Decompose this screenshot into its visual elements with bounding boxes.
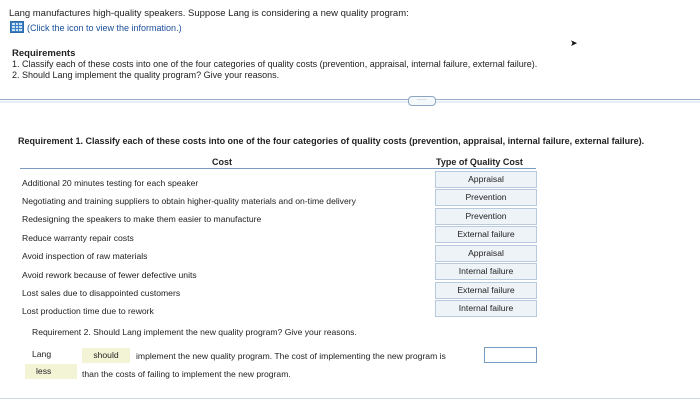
cost-label: Avoid rework because of fewer defective units — [22, 270, 197, 280]
quality-type-dropdown[interactable]: Appraisal — [435, 245, 537, 262]
cost-label: Reduce warranty repair costs — [22, 233, 134, 243]
intro-text: Lang manufactures high-quality speakers. Suppose Lang is considering a new quality program: — [9, 8, 409, 19]
cost-label: Redesigning the speakers to make them easier to manufacture — [22, 214, 262, 224]
requirement-item-1: 1. Classify each of these costs into one of the four categories of quality costs (prevention, appraisal, internal failure, external failure). — [12, 59, 538, 69]
quality-type-dropdown[interactable]: Internal failure — [435, 300, 537, 317]
expand-button[interactable]: ····· — [408, 96, 436, 106]
less-dropdown[interactable]: less — [25, 364, 77, 379]
requirement2-heading: Requirement 2. Should Lang implement the new quality program? Give your reasons. — [32, 327, 357, 337]
subject-label: Lang — [32, 349, 52, 359]
sentence-text: implement the new quality program. The cost of implementing the new program is — [136, 351, 446, 361]
sentence-end-text: than the costs of failing to implement the new program. — [82, 369, 291, 379]
table-icon[interactable] — [10, 21, 24, 33]
column-header-cost: Cost — [212, 157, 232, 167]
requirement1-heading: Requirement 1. Classify each of these costs into one of the four categories of quality costs (prevention, appraisal, internal failure, external failure). — [18, 136, 645, 146]
bottom-divider — [0, 398, 700, 399]
cost-label: Lost sales due to disappointed customers — [22, 288, 181, 298]
quality-type-dropdown[interactable]: Prevention — [435, 208, 537, 225]
divider — [0, 99, 700, 100]
amount-input[interactable] — [484, 347, 537, 363]
mouse-cursor-icon: ➤ — [570, 38, 578, 48]
quality-type-dropdown[interactable]: Internal failure — [435, 263, 537, 280]
divider-shadow — [0, 101, 700, 103]
quality-type-dropdown[interactable]: External failure — [435, 282, 537, 299]
cost-label: Lost production time due to rework — [22, 306, 154, 316]
header-rule — [20, 168, 536, 169]
requirements-heading: Requirements — [12, 48, 76, 59]
info-link[interactable]: (Click the icon to view the information.) — [27, 23, 182, 33]
quality-type-dropdown[interactable]: Prevention — [435, 189, 537, 206]
quality-type-dropdown[interactable]: External failure — [435, 226, 537, 243]
should-dropdown[interactable]: should — [82, 348, 130, 363]
column-header-type: Type of Quality Cost — [436, 157, 523, 167]
requirement-item-2: 2. Should Lang implement the quality program? Give your reasons. — [12, 70, 280, 80]
cost-label: Avoid inspection of raw materials — [22, 251, 148, 261]
cost-label: Additional 20 minutes testing for each speaker — [22, 178, 199, 188]
cost-label: Negotiating and training suppliers to obtain higher-quality materials and on-time delivery — [22, 196, 356, 206]
quality-type-dropdown[interactable]: Appraisal — [435, 171, 537, 188]
